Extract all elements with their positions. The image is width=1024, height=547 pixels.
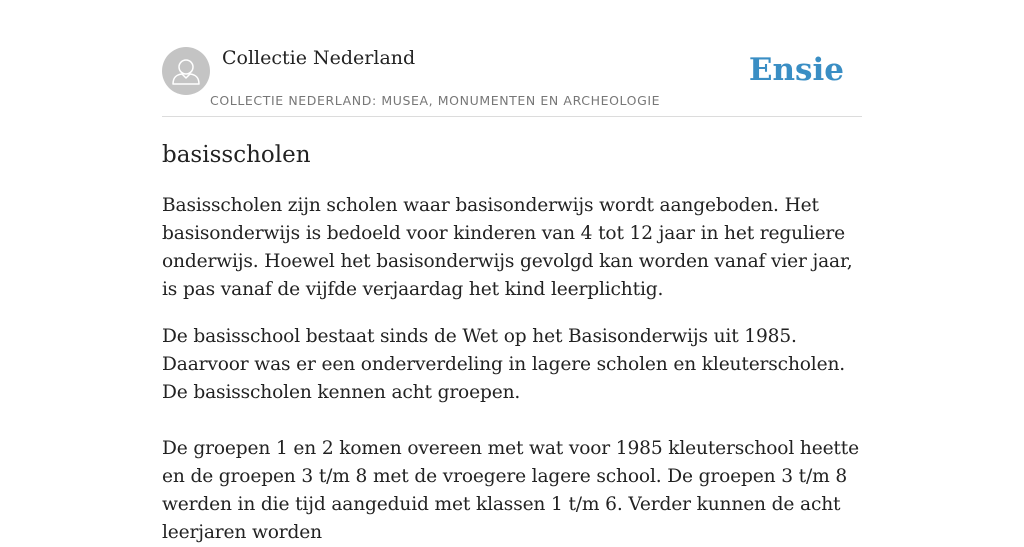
author-name[interactable]: Collectie Nederland xyxy=(222,47,416,69)
page-title: basisscholen xyxy=(162,142,311,168)
article-paragraph: Basisscholen zijn scholen waar basisonderwijs wordt aangeboden. Het basisonderwijs is bedoeld voor kinderen van 4 tot 12 jaar in het reguliere onderwijs. Hoewel het basisonderwijs gevolgd kan worden vanaf vier jaar, is pas vanaf de vijfde verjaardag het kind leerplichtig. xyxy=(162,195,853,300)
article-paragraph: De groepen 1 en 2 komen overeen met wat voor 1985 kleuterschool heette en de groepen 3 t/m 8 met de vroegere lagere school. De groepen 3 t/m 8 werden in die tijd aangeduid met klassen 1 t/m 6. Verder kunnen de acht leerjaren worden xyxy=(162,438,859,543)
article-body xyxy=(162,192,864,547)
article-page xyxy=(162,0,862,543)
avatar[interactable] xyxy=(162,47,210,95)
collection-subtitle[interactable]: COLLECTIE NEDERLAND: MUSEA, MONUMENTEN EN ARCHEOLOGIE xyxy=(210,93,661,108)
article-paragraph: De basisschool bestaat sinds de Wet op het Basisonderwijs uit 1985. Daarvoor was er een onderverdeling in lagere scholen en kleuterscholen. De basisscholen kennen acht groepen. xyxy=(162,326,846,403)
ensie-logo[interactable]: Ensie xyxy=(748,52,844,88)
user-silhouette-icon xyxy=(162,47,210,95)
page-header xyxy=(162,0,862,117)
